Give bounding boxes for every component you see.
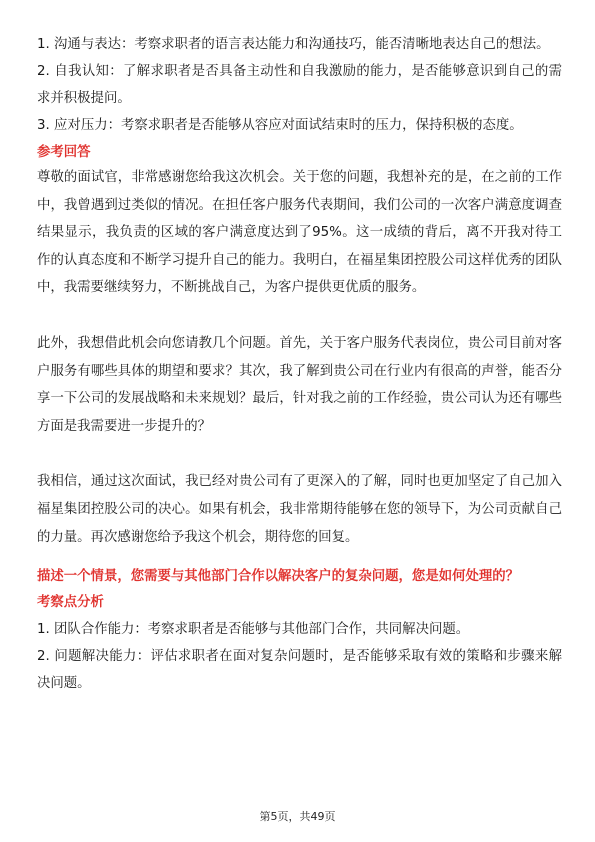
analysis-heading: 考察点分析 xyxy=(37,595,104,611)
reference-answer-heading: 参考回答 xyxy=(37,145,91,160)
page-number-footer: 第5页，共49页 xyxy=(259,810,336,823)
top-point-2: 2. 自我认知：了解求职者是否具备主动性和自我激励的能力，是否能够意识到自己的需求并积极提问。 xyxy=(37,64,562,106)
question-heading: 描述一个情景，您需要与其他部门合作以解决客户的复杂问题，您是如何处理的？ xyxy=(37,569,520,585)
answer-paragraph-3: 我相信，通过这次面试，我已经对贵公司有了更深入的了解，同时也更加坚定了自己加入福星集团控股公司的决心。如果有机会，我非常期待能够在您的领导下，为公司贡献自己的力量。再次感谢您给予我这个机会，期待您的回复。 xyxy=(37,474,562,545)
analysis-point-1: 1. 团队合作能力：考察求职者是否能够与其他部门合作，共同解决问题。 xyxy=(37,622,470,638)
top-point-3: 3. 应对压力：考察求职者是否能够从容应对面试结束时的压力，保持积极的态度。 xyxy=(37,118,523,133)
paragraph-gap xyxy=(37,302,562,330)
answer-paragraph-1: 尊敬的面试官，非常感谢您给我这次机会。关于您的问题，我想补充的是，在之前的工作中，我曾遇到过类似的情况。在担任客户服务代表期间，我们公司的一次客户满意度调查结果显示，我负责的区域的客户满意度达到了95%。这一成绩的背后，离不开我对待工作的认真态度和不断学习提升自己的能力。我明白，在福星集团控股公司这样优秀的团队中，我需要继续努力，不断挑战自己，为客户提供更优质的服务。 xyxy=(37,170,562,296)
answer-paragraph-2: 此外，我想借此机会向您请教几个问题。首先，关于客户服务代表岗位，贵公司目前对客户服务有哪些具体的期望和要求？其次，我了解到贵公司在行业内有很高的声誉，能否分享一下公司的发展战略和未来规划？最后，针对我之前的工作经验，贵公司认为还有哪些方面是我需要进一步提升的？ xyxy=(37,335,562,434)
document-page xyxy=(37,31,562,697)
top-point-1: 1. 沟通与表达：考察求职者的语言表达能力和沟通技巧，能否清晰地表达自己的想法。 xyxy=(37,37,550,52)
paragraph-gap xyxy=(37,440,562,468)
analysis-point-2: 2. 问题解决能力：评估求职者在面对复杂问题时，是否能够采取有效的策略和步骤来解决问题。 xyxy=(37,649,562,692)
